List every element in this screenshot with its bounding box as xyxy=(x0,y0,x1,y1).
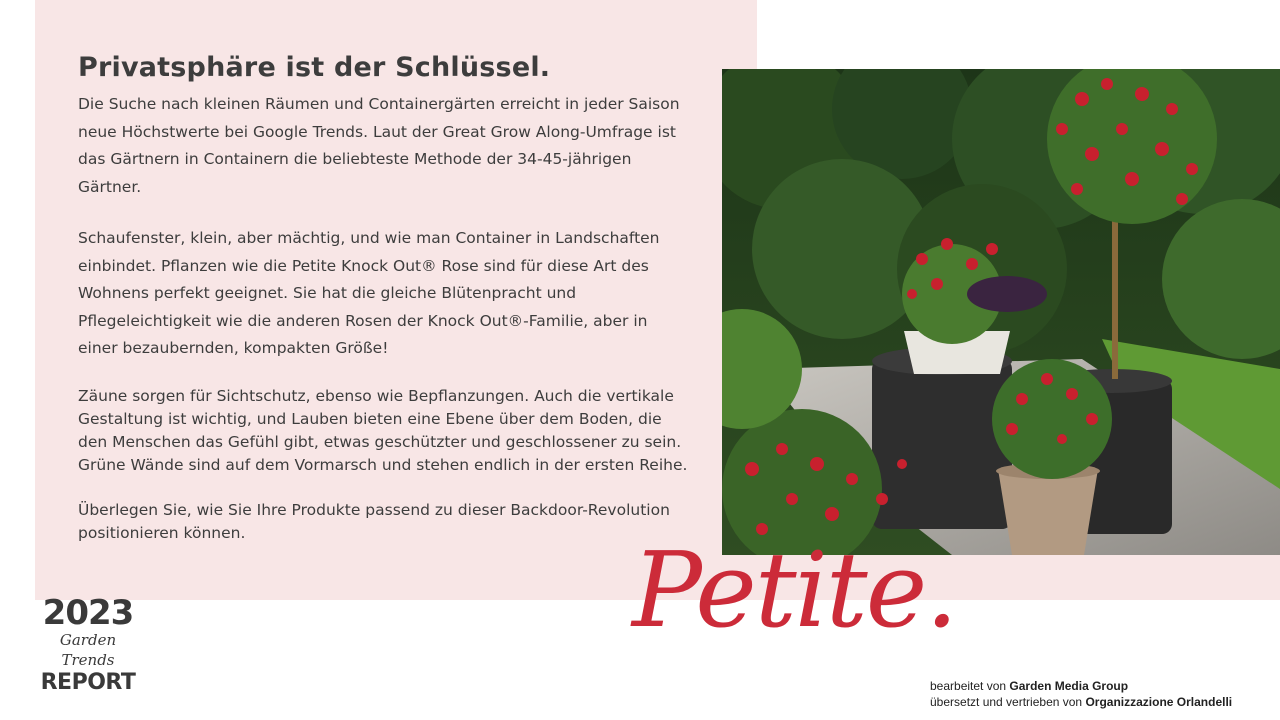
slide-title: Privatsphäre ist der Schlüssel. xyxy=(78,52,551,83)
paragraph-4: Überlegen Sie, wie Sie Ihre Produkte passend zu dieser Backdoor-Revolution positionieren können. xyxy=(78,500,670,542)
petite-brand-wordmark: Petite. xyxy=(632,529,957,651)
rose-garden-photo xyxy=(722,69,1280,555)
logo-year: 2023 xyxy=(42,593,134,633)
paragraph-3: Zäune sorgen für Sichtschutz, ebenso wie Bepflanzungen. Auch die vertikale Gestaltung ist wichtig, und Lauben bieten eine Ebene über dem Boden, die den Menschen das Gefühl gibt, etwas geschützter und geschlossener zu sein. Grüne Wände sind auf dem Vormarsch und stehen endlich in der ersten Reihe. xyxy=(78,386,688,474)
paragraph-1: Die Suche nach kleinen Räumen und Containergärten erreicht in jeder Saison neue Höchstwerte bei Google Trends. Laut der Great Grow Along-Umfrage ist das Gärtnern in Containern die beliebteste Methode der 34-45-jährigen Gärtner. xyxy=(78,95,680,196)
logo-report: REPORT xyxy=(40,670,136,695)
credits xyxy=(930,678,1275,710)
logo-subtitle: Garden Trends xyxy=(59,631,117,669)
garden-trends-report-logo xyxy=(38,593,138,696)
credits-line-1: bearbeitet von Garden Media Group xyxy=(930,679,1129,693)
panel-cutout xyxy=(757,0,1280,70)
paragraph-2: Schaufenster, klein, aber mächtig, und wie man Container in Landschaften einbindet. Pflanzen wie die Petite Knock Out® Rose sind für diese Art des Wohnens perfekt geeignet. Sie hat die gleiche Blütenpracht und Pflegeleichtigkeit wie die anderen Rosen der Knock Out®-Familie, aber in einer bezaubernden, kompakten Größe! xyxy=(78,229,660,357)
text-column xyxy=(78,52,688,545)
credits-org-2: Organizzazione Orlandelli xyxy=(1085,695,1233,709)
credits-org-1: Garden Media Group xyxy=(1009,679,1129,693)
credits-line-2: übersetzt und vertrieben von Organizzazione Orlandelli xyxy=(930,695,1233,709)
